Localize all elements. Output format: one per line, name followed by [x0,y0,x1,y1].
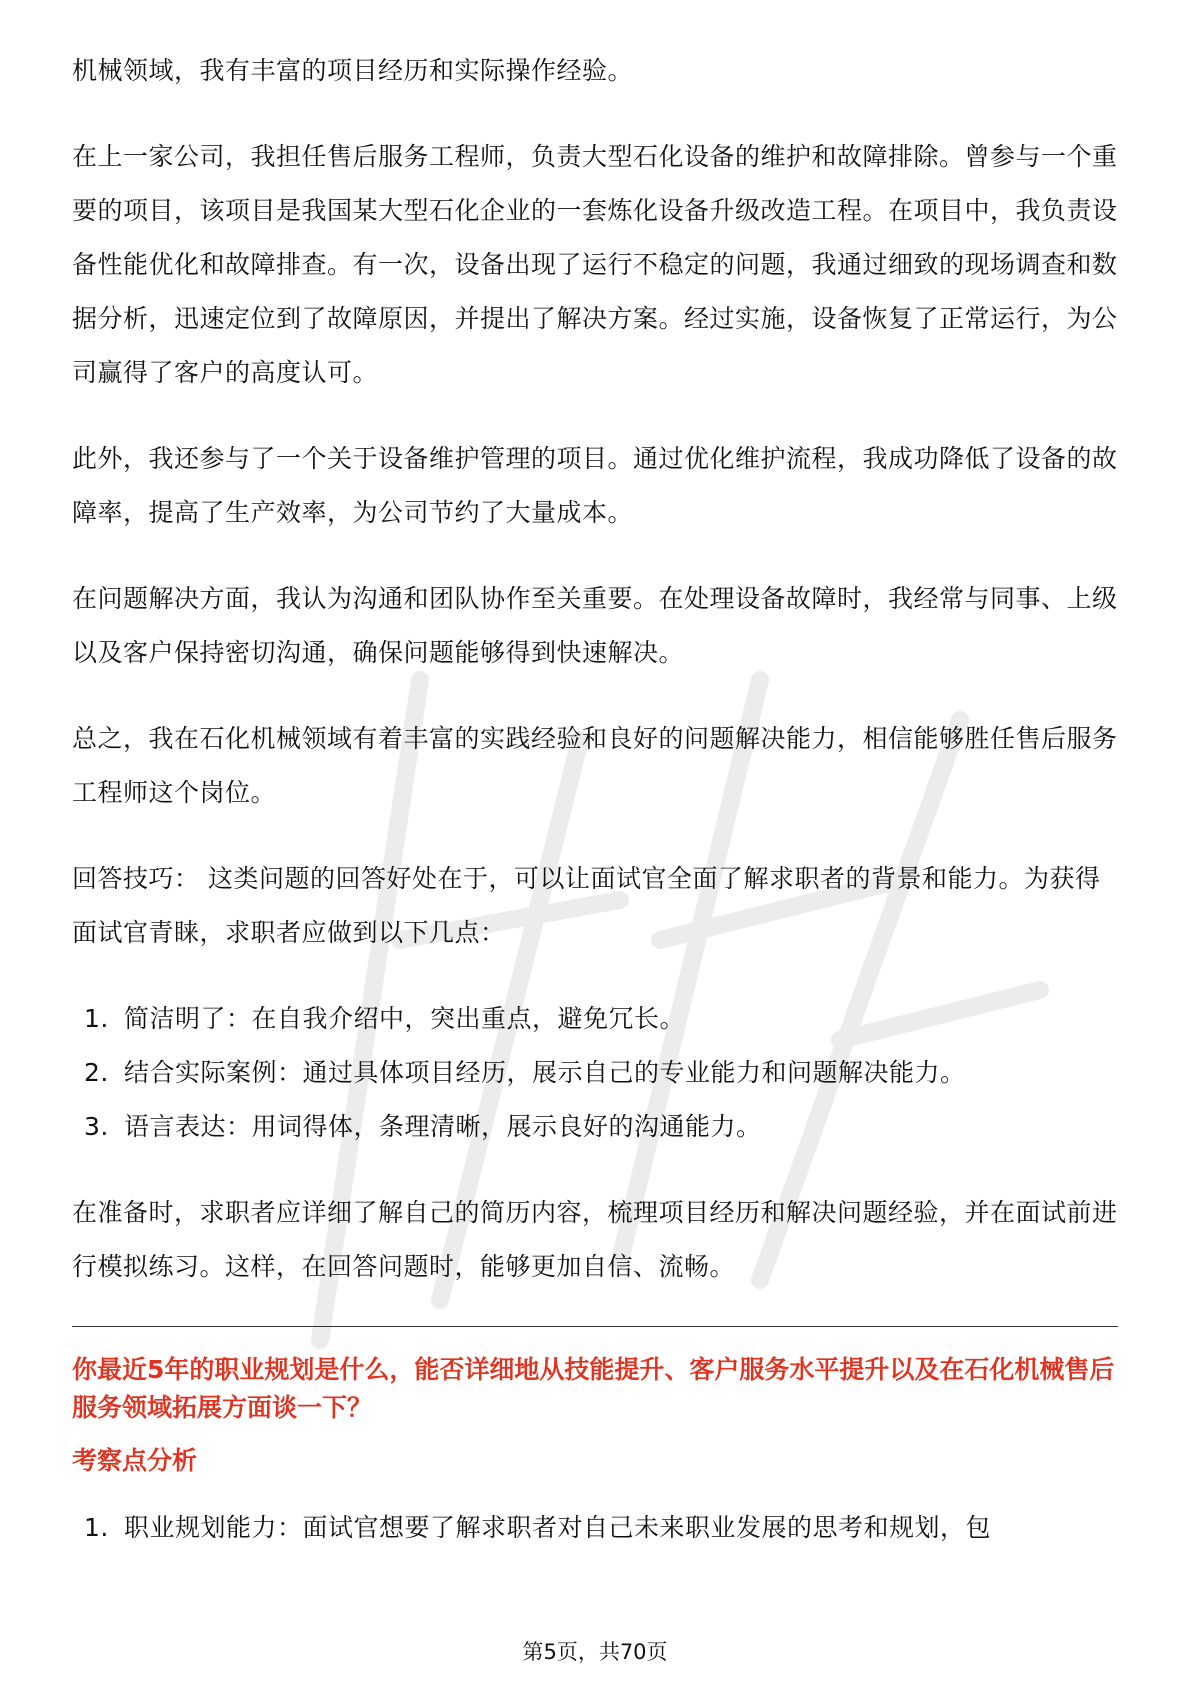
answer-tips-intro: 回答技巧： 这类问题的回答好处在于，可以让面试官全面了解求职者的背景和能力。为获得面试官青睐，求职者应做到以下几点： [72,864,1101,947]
paragraph: 在上一家公司，我担任售后服务工程师，负责大型石化设备的维护和故障排除。曾参与一个重要的项目，该项目是我国某大型石化企业的一套炼化设备升级改造工程。在项目中，我负责设备性能优化和故障排查。有一次，设备出现了运行不稳定的问题，我通过细致的现场调查和数据分析，迅速定位到了故障原因，并提出了解决方案。经过实施，设备恢复了正常运行，为公司赢得了客户的高度认可。 [72,142,1118,387]
tips-list [72,992,1118,1154]
list-text: 结合实际案例：通过具体项目经历，展示自己的专业能力和问题解决能力。 [124,1058,966,1087]
analysis-list [72,1501,1118,1555]
list-item [72,1501,1118,1555]
paragraph: 在准备时，求职者应详细了解自己的简历内容，梳理项目经历和解决问题经验，并在面试前进行模拟练习。这样，在回答问题时，能够更加自信、流畅。 [72,1198,1118,1281]
section-divider [72,1326,1118,1327]
list-item [72,1046,1118,1100]
paragraph: 机械领域，我有丰富的项目经历和实际操作经验。 [72,56,634,85]
list-text: 简洁明了：在自我介绍中，突出重点，避免冗长。 [124,1004,686,1033]
list-item [72,992,1118,1046]
list-text: 语言表达：用词得体，条理清晰，展示良好的沟通能力。 [124,1112,762,1141]
list-item [72,1100,1118,1154]
list-text: 职业规划能力：面试官想要了解求职者对自己未来职业发展的思考和规划，包 [124,1513,992,1542]
paragraph: 在问题解决方面，我认为沟通和团队协作至关重要。在处理设备故障时，我经常与同事、上级以及客户保持密切沟通，确保问题能够得到快速解决。 [72,584,1118,667]
page-number: 第5页，共70页 [522,1640,668,1664]
main-content [72,44,1118,1587]
list-number: 1. [84,1513,109,1542]
list-number: 2. [84,1058,109,1087]
question-heading: 你最近5年的职业规划是什么，能否详细地从技能提升、客户服务水平提升以及在石化机械售后服务领域拓展方面谈一下？ [72,1355,1115,1422]
list-number: 3. [84,1112,109,1141]
paragraph: 总之，我在石化机械领域有着丰富的实践经验和良好的问题解决能力，相信能够胜任售后服务工程师这个岗位。 [72,724,1118,807]
analysis-heading: 考察点分析 [72,1446,198,1475]
paragraph: 此外，我还参与了一个关于设备维护管理的项目。通过优化维护流程，我成功降低了设备的故障率，提高了生产效率，为公司节约了大量成本。 [72,444,1118,527]
list-number: 1. [84,1004,109,1033]
